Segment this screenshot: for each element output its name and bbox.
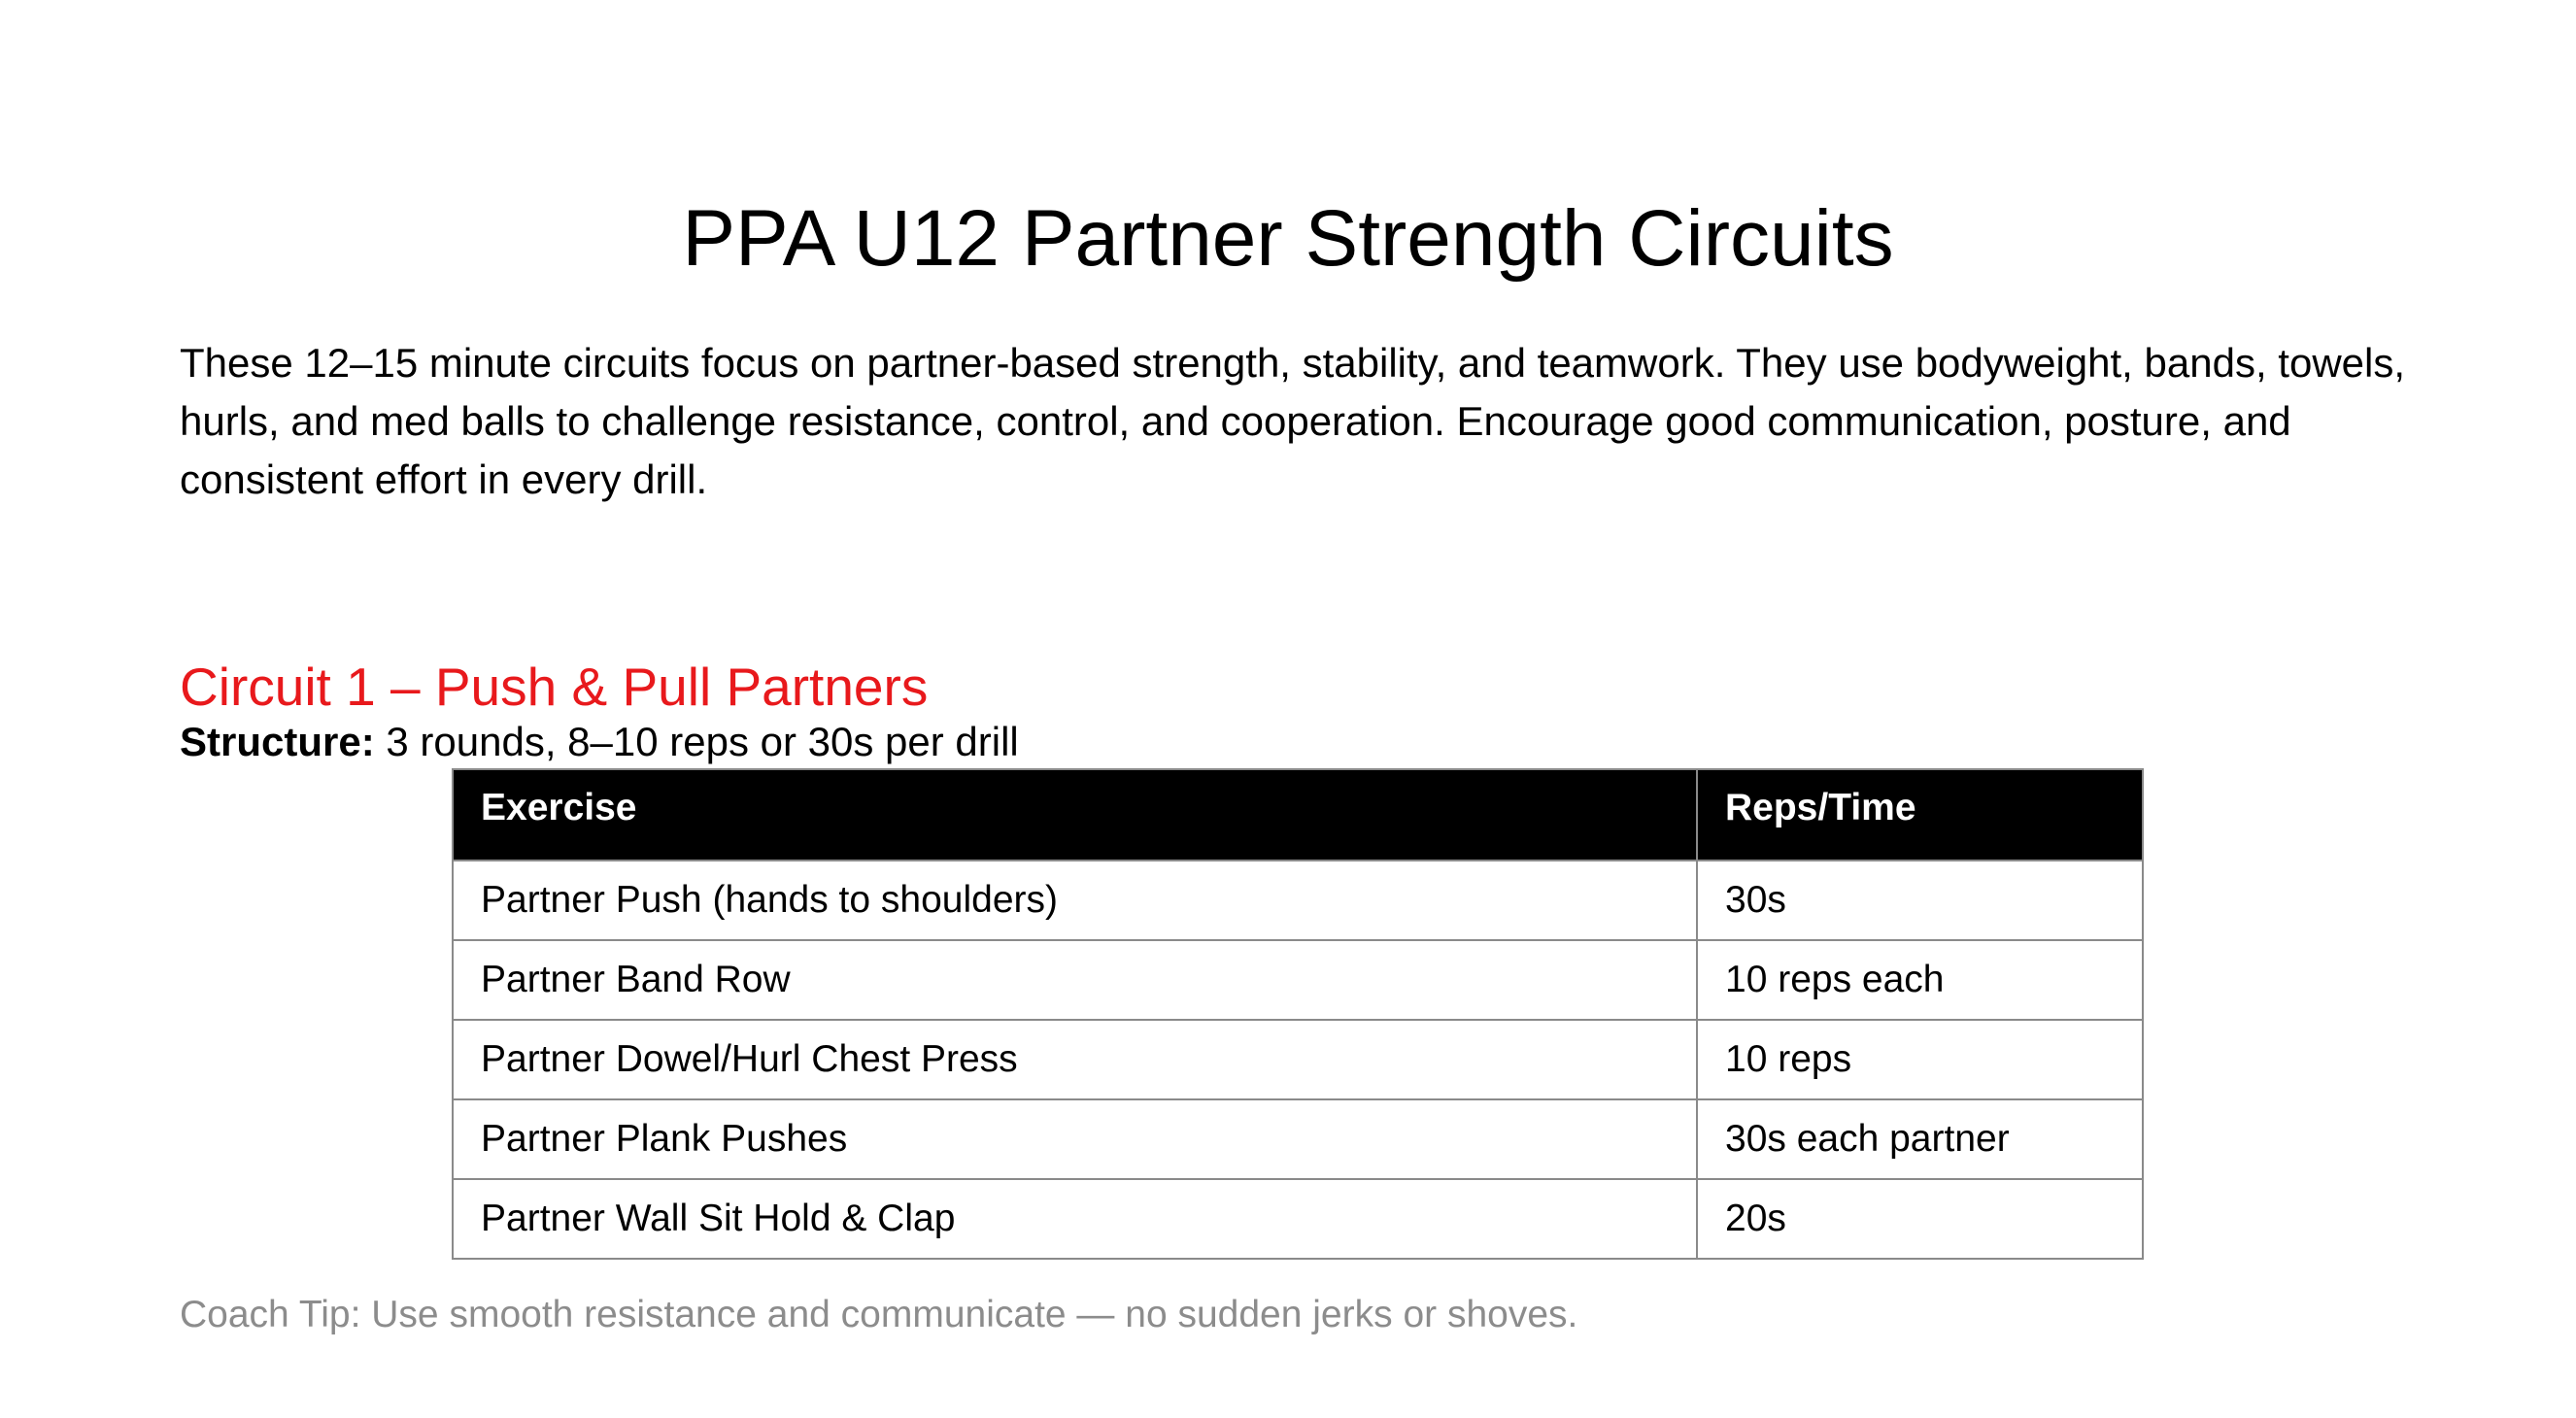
exercise-cell: Partner Wall Sit Hold & Clap bbox=[453, 1179, 1697, 1259]
circuit-1-table bbox=[452, 768, 2144, 1260]
table-row bbox=[453, 940, 2143, 1020]
exercise-cell: Partner Push (hands to shoulders) bbox=[453, 861, 1697, 940]
column-header-reps-time: Reps/Time bbox=[1697, 769, 2143, 861]
table-row bbox=[453, 1179, 2143, 1259]
circuit-1-heading: Circuit 1 – Push & Pull Partners bbox=[180, 657, 929, 717]
page-title: PPA U12 Partner Strength Circuits bbox=[682, 194, 1894, 283]
table-row bbox=[453, 1020, 2143, 1099]
table-row bbox=[453, 1099, 2143, 1179]
column-header-exercise: Exercise bbox=[453, 769, 1697, 861]
structure-label: Structure: bbox=[180, 719, 375, 764]
reps-time-cell: 10 reps each bbox=[1697, 940, 2143, 1020]
circuit-1-structure bbox=[180, 715, 1019, 769]
table-row bbox=[453, 861, 2143, 940]
table-header-row bbox=[453, 769, 2143, 861]
exercise-cell: Partner Band Row bbox=[453, 940, 1697, 1020]
reps-time-cell: 10 reps bbox=[1697, 1020, 2143, 1099]
reps-time-cell: 20s bbox=[1697, 1179, 2143, 1259]
reps-time-cell: 30s each partner bbox=[1697, 1099, 2143, 1179]
structure-text: 3 rounds, 8–10 reps or 30s per drill bbox=[374, 719, 1019, 764]
intro-paragraph: These 12–15 minute circuits focus on partner-based strength, stability, and teamwork. They use bodyweight, bands, towels, hurls, and med balls to challenge resistance, control, and cooperation. Encourage good communication, posture, and consistent effort in every drill. bbox=[180, 340, 2406, 502]
coach-tip: Coach Tip: Use smooth resistance and communicate — no sudden jerks or shoves. bbox=[180, 1294, 1578, 1335]
exercise-cell: Partner Dowel/Hurl Chest Press bbox=[453, 1020, 1697, 1099]
exercise-cell: Partner Plank Pushes bbox=[453, 1099, 1697, 1179]
reps-time-cell: 30s bbox=[1697, 861, 2143, 940]
